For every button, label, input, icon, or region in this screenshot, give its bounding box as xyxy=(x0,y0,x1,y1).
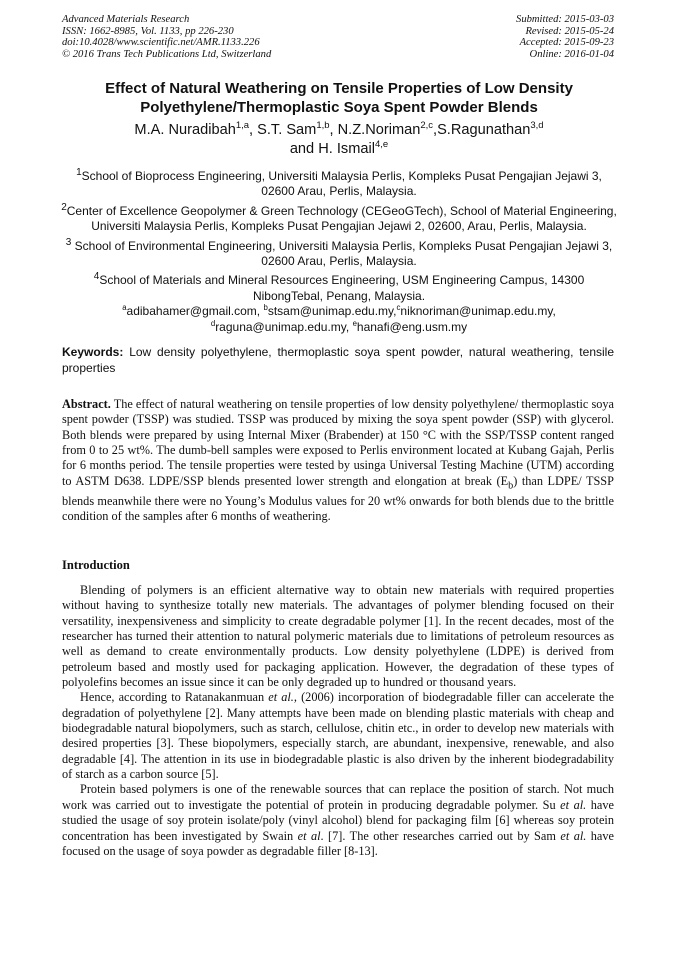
intro-text: have studied the usage of soy protein isolate/poly (vinyl alcohol) blend for packaging film [6] whereas soy protein concentration has been investigated by Swain xyxy=(62,797,614,843)
email-mark: e xyxy=(352,318,357,328)
author-name: S.Ragunathan xyxy=(437,122,531,138)
section-heading-introduction: Introduction xyxy=(62,558,130,572)
author-affiliation-mark: 3,d xyxy=(530,120,544,132)
intro-italic: et al. xyxy=(560,828,587,843)
affiliation-text: Center of Excellence Geopolymer & Green Technology (CEGeoGTech), School of Material Engineering, Universiti Malaysia Perlis, Kompleks Pusat Pengajian Jejawi 2, 02600, Arau, Perlis, Malaysia. xyxy=(66,203,617,234)
email-address[interactable]: adibahamer@gmail.com xyxy=(126,304,257,319)
email-mark: a xyxy=(122,303,127,313)
introduction-body xyxy=(62,583,614,859)
affiliation-number: 1 xyxy=(76,167,82,178)
author-separator: , xyxy=(329,122,338,138)
email-mark: c xyxy=(396,303,401,313)
copyright-line: © 2016 Trans Tech Publications Ltd, Switzerland xyxy=(62,48,272,60)
affiliation-item xyxy=(58,200,620,235)
intro-italic: et al. xyxy=(560,797,587,812)
revised-date: Revised: 2015-05-24 xyxy=(525,25,614,37)
doi-line: doi:10.4028/www.scientific.net/AMR.1133.226 xyxy=(62,37,260,48)
intro-paragraph xyxy=(62,782,614,859)
email-mark: b xyxy=(263,303,268,313)
intro-italic: et al xyxy=(297,828,321,843)
email-address[interactable]: niknoriman@unimap.edu.my xyxy=(400,304,553,319)
affiliation-text: School of Materials and Mineral Resources Engineering, USM Engineering Campus, 14300 NibongTebal, Penang, Malaysia. xyxy=(99,273,585,303)
journal-header xyxy=(62,14,271,60)
email-list: $^a$adibahamer@gmail.com, $^b$stsam@unimap.edu.my,$^c$niknoriman@unimap.edu.my, $^d$raguna@unimap.edu.my, $^e$hanafi@eng.usm.my xyxy=(122,303,556,334)
author-list xyxy=(50,121,628,159)
abstract-text-cont: ) than LDPE/ TSSP blends meanwhile there were no Young’s Modulus values for 20 wt% onwards for both blends due to the brittle condition of the samples after 6 months of weathering. xyxy=(62,473,614,523)
dates-header xyxy=(516,14,614,60)
intro-text: Hence, according to Ratanakanmuan xyxy=(80,690,269,705)
author-name: N.Z.Noriman xyxy=(337,122,421,138)
email-address[interactable]: hanafi@eng.usm.my xyxy=(356,319,468,334)
accepted-date: Accepted: 2015-09-23 xyxy=(519,37,614,48)
author-affiliation-mark: 1,b xyxy=(316,120,330,132)
affiliation-number: 3 xyxy=(65,236,72,248)
affiliation-number: 2 xyxy=(61,201,67,213)
author-line-2 xyxy=(50,140,628,159)
intro-text: have focused on the usage of soya powder as degradable filler [8-13]. xyxy=(62,828,614,858)
paper-title xyxy=(50,79,628,117)
author-name: H. Ismail xyxy=(318,141,375,157)
abstract-subscript: b xyxy=(508,480,514,492)
keywords-text: Low density polyethylene, thermoplastic soya spent powder, natural weathering, tensile properties xyxy=(62,345,614,375)
affiliation-text: School of Environmental Engineering, Universiti Malaysia Perlis, Kompleks Pusat Pengajian Jejawi 3, 02600 Arau, Perlis, Malaysia. xyxy=(71,238,613,269)
submitted-date: Submitted: 2015-03-03 xyxy=(516,14,614,25)
affiliation-item xyxy=(58,235,620,270)
online-date: Online: 2016-01-04 xyxy=(529,48,614,60)
affiliation-number: 4 xyxy=(93,271,100,283)
author-and: and xyxy=(289,141,319,157)
author-line-1: M.A. Nuradibah$^{1,a}$, S.T. Sam$^{1,b}$, N.Z.Noriman$^{2,c}$,S.Ragunathan$^{3,d}$ xyxy=(134,120,544,138)
journal-name: Advanced Materials Research xyxy=(62,14,190,25)
intro-paragraph: Blending of polymers is an efficient alternative way to obtain new materials with required properties without having to synthesize totally new materials. The advantages of polymer blending focused on their versatility, inexpensiveness and simplicity to create degradable polymer [1]. In the recent decades, most of the researcher has turned their attention to natural polymeric materials due to limitations of petroleum resources as well as demand to create environmentally products. Low density polyethylene (LDPE) is derived from petroleum based and mostly used for packaging application. However, the degradation of these types of polyolefins becomes an issue since it can be only degraded up to hundred or thousand years. xyxy=(62,583,614,690)
author-affiliation-mark: 4,e xyxy=(374,139,389,151)
author-separator: , xyxy=(249,122,258,138)
keywords-section xyxy=(62,345,614,376)
affiliation-item xyxy=(58,165,620,200)
email-mark: d xyxy=(210,318,216,328)
abstract-section xyxy=(62,397,614,524)
author-name: M.A. Nuradibah xyxy=(134,122,236,138)
intro-italic: et al., xyxy=(268,690,297,705)
intro-paragraph xyxy=(62,690,614,782)
abstract-label: Abstract. xyxy=(62,397,111,411)
affiliation-item xyxy=(58,269,620,304)
email-address[interactable]: stsam@unimap.edu.my xyxy=(267,304,394,319)
intro-text: . [7]. The other researches carried out by Sam xyxy=(320,828,561,843)
issn-line: ISSN: 1662-8985, Vol. 1133, pp 226-230 xyxy=(62,25,234,37)
title-line-2: Polyethylene/Thermoplastic Soya Spent Powder Blends xyxy=(140,99,538,116)
author-name: S.T. Sam xyxy=(257,122,317,138)
affiliation-text: School of Bioprocess Engineering, Universiti Malaysia Perlis, Kompleks Pusat Pengajian Jejawi 3, 02600 Arau, Perlis, Malaysia. xyxy=(81,169,602,199)
affiliations xyxy=(58,165,620,335)
keywords-label: Keywords: xyxy=(62,345,124,359)
intro-text: Protein based polymers is one of the renewable sources that can replace the position of starch. Not much work was carried out to investigate the potential of protein in producing degradable polymer. Su xyxy=(62,782,614,812)
author-affiliation-mark: 1,a xyxy=(235,120,250,132)
email-address[interactable]: raguna@unimap.edu.my xyxy=(215,319,346,334)
intro-text: (2006) incorporation of biodegradable filler can accelerate the degradation of polyethylene [2]. Many attempts have been made on blending plastic materials with cheap and biodegradable natural biopolymers, such as starch, cellulose, chitin etc., in order to develop new materials with desired properties [3]. These biopolymers, especially starch, are abundant, inexpensive, renewable, and also degradable [4]. The attention in its use in biodegradable plastic is also driven by the inherent biodegradability of starch as a carbon source [5]. xyxy=(62,690,614,782)
abstract-text: The effect of natural weathering on tensile properties of low density polyethylene/ thermoplastic soya spent powder (TSSP) was studied. TSSP was produced by mixing the soya spent powder (SSP) with glycerol. Both blends were prepared by using Internal Mixer (Brabender) at 150 °C with the SSP/TSSP content ranged from 0 to 25 wt%. The dumb-bell samples were exposed to Perlis environment located at Kubang Gajah, Perlis for 6 months period. The tensile properties were tested by usinga Universal Testing Machine (UTM) according to ASTM D638. LDPE/SSP blends presented lower strength and elongation at break (E xyxy=(62,397,614,488)
author-affiliation-mark: 2,c xyxy=(420,120,433,132)
title-line-1: Effect of Natural Weathering on Tensile Properties of Low Density xyxy=(105,80,573,97)
